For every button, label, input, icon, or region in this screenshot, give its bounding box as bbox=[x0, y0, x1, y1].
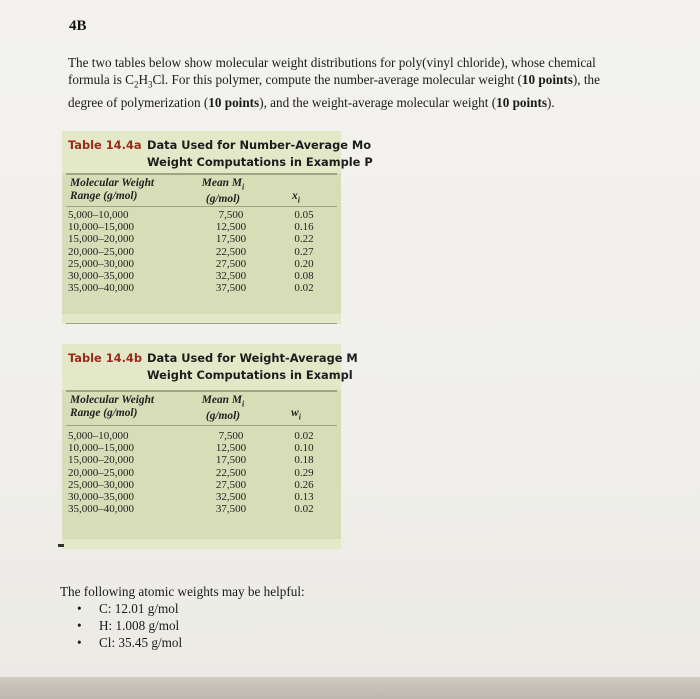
table-title-line: Weight Computations in Exampl bbox=[147, 368, 353, 382]
cell-fraction: 0.10 bbox=[294, 442, 314, 455]
cell-mean: 12,500 bbox=[215, 442, 247, 455]
cell-mean: 37,500 bbox=[215, 503, 247, 516]
cell-mean: 22,500 bbox=[215, 466, 247, 479]
header-rule bbox=[66, 425, 337, 426]
table-row bbox=[62, 430, 341, 442]
table-weight-average bbox=[62, 344, 358, 549]
table-row bbox=[62, 209, 341, 221]
atomic-weight-item bbox=[60, 600, 305, 617]
intro-text: ), the degree of polymerization ( bbox=[68, 72, 600, 110]
table-title-line: Weight Computations in Example P bbox=[147, 155, 373, 169]
header-subscript: i bbox=[241, 182, 245, 192]
header-subscript: i bbox=[298, 412, 301, 422]
points-label: 10 points bbox=[496, 94, 548, 110]
cell-mean: 17,500 bbox=[215, 454, 247, 467]
header-line: Mean M bbox=[201, 394, 242, 406]
atomic-weight-text: Cl: 35.45 g/mol bbox=[99, 635, 183, 650]
cell-range: 15,000–20,000 bbox=[68, 233, 134, 246]
intro-text: Cl. For this polymer, compute the number-average molecular weight ( bbox=[152, 72, 522, 87]
table-bottom-rule bbox=[66, 323, 337, 324]
header-subscript: i bbox=[241, 399, 245, 409]
table-row bbox=[62, 454, 341, 466]
table-rows bbox=[62, 209, 341, 294]
intro-text: ). bbox=[547, 94, 555, 110]
header-line: Mean M bbox=[201, 177, 242, 189]
scan-mark bbox=[58, 544, 64, 547]
column-header-range bbox=[70, 394, 154, 420]
cell-range: 5,000–10,000 bbox=[68, 430, 129, 442]
header-line: Molecular Weight bbox=[70, 177, 155, 189]
header-line: Molecular Weight bbox=[70, 394, 155, 406]
atomic-weights-intro: The following atomic weights may be helpful: bbox=[60, 584, 305, 599]
column-header-mean bbox=[188, 394, 258, 423]
table-row bbox=[62, 467, 341, 479]
header-line: Range (g/mol) bbox=[70, 190, 138, 202]
table-title bbox=[68, 137, 373, 171]
cell-mean: 27,500 bbox=[215, 257, 247, 270]
atomic-weight-item bbox=[60, 617, 305, 634]
table-top-rule bbox=[66, 390, 337, 392]
header-line: Range (g/mol) bbox=[70, 407, 138, 419]
table-rows bbox=[62, 430, 341, 515]
cell-fraction: 0.02 bbox=[294, 430, 314, 442]
bullet-icon: • bbox=[77, 635, 82, 650]
intro-text: The two tables below show molecular weight distributions for poly(vinyl chloride), whose chemical formula is C bbox=[68, 55, 596, 87]
cell-mean: 27,500 bbox=[215, 478, 247, 491]
cell-fraction: 0.16 bbox=[294, 221, 314, 234]
formula-subscript: 2 bbox=[133, 79, 139, 90]
table-row bbox=[62, 503, 341, 515]
column-header-fraction bbox=[276, 394, 316, 423]
table-title-line: Data Used for Number-Average Mo bbox=[147, 138, 372, 152]
column-header-range bbox=[70, 177, 154, 203]
cell-mean: 37,500 bbox=[215, 282, 247, 295]
cell-range: 20,000–25,000 bbox=[68, 466, 134, 479]
column-header-fraction bbox=[276, 177, 316, 206]
cell-mean: 12,500 bbox=[215, 221, 247, 234]
atomic-weights bbox=[60, 583, 305, 651]
problem-statement bbox=[68, 54, 618, 111]
cell-fraction: 0.29 bbox=[294, 466, 314, 479]
cell-range: 10,000–15,000 bbox=[68, 221, 134, 234]
header-line: w bbox=[291, 407, 299, 419]
table-row bbox=[62, 282, 341, 294]
page-edge bbox=[0, 677, 700, 699]
cell-fraction: 0.18 bbox=[294, 454, 314, 467]
points-label: 10 points bbox=[208, 94, 260, 110]
header-subscript: i bbox=[297, 195, 300, 205]
cell-fraction: 0.02 bbox=[294, 282, 314, 295]
cell-fraction: 0.02 bbox=[294, 503, 314, 516]
table-row bbox=[62, 491, 341, 503]
table-body bbox=[62, 390, 341, 539]
cell-range: 15,000–20,000 bbox=[68, 454, 134, 467]
cell-mean: 22,500 bbox=[215, 245, 247, 258]
table-row bbox=[62, 221, 341, 233]
cell-range: 30,000–35,000 bbox=[68, 270, 134, 283]
atomic-weights-list bbox=[60, 600, 305, 651]
table-top-rule bbox=[66, 173, 337, 175]
cell-mean: 17,500 bbox=[215, 233, 247, 246]
cell-fraction: 0.08 bbox=[294, 270, 314, 283]
table-title bbox=[68, 350, 358, 384]
cell-range: 10,000–15,000 bbox=[68, 442, 134, 455]
cell-fraction: 0.20 bbox=[294, 257, 314, 270]
table-row bbox=[62, 246, 341, 258]
bullet-icon: • bbox=[77, 601, 82, 616]
table-body bbox=[62, 173, 341, 314]
cell-mean: 32,500 bbox=[215, 270, 247, 283]
header-rule bbox=[66, 206, 337, 207]
cell-range: 20,000–25,000 bbox=[68, 245, 134, 258]
intro-text: ), and the weight-average molecular weight ( bbox=[259, 94, 497, 110]
table-row bbox=[62, 442, 341, 454]
cell-mean: 32,500 bbox=[215, 491, 247, 504]
intro-text: H bbox=[138, 72, 148, 87]
cell-fraction: 0.13 bbox=[294, 491, 314, 504]
cell-fraction: 0.05 bbox=[294, 209, 314, 221]
cell-range: 35,000–40,000 bbox=[68, 503, 134, 516]
header-line: x bbox=[292, 190, 298, 202]
table-row bbox=[62, 233, 341, 245]
bullet-icon: • bbox=[77, 618, 82, 633]
problem-heading: 4B bbox=[69, 18, 87, 34]
table-number: Table 14.4a bbox=[68, 138, 142, 152]
cell-fraction: 0.22 bbox=[294, 233, 314, 246]
atomic-weight-text: C: 12.01 g/mol bbox=[99, 601, 179, 616]
formula-subscript: 3 bbox=[147, 79, 153, 90]
table-row bbox=[62, 258, 341, 270]
atomic-weight-text: H: 1.008 g/mol bbox=[99, 618, 180, 633]
header-line: (g/mol) bbox=[205, 410, 241, 423]
table-title-line: Data Used for Weight-Average M bbox=[147, 351, 358, 365]
table-number: Table 14.4b bbox=[68, 351, 142, 365]
cell-range: 35,000–40,000 bbox=[68, 282, 134, 295]
atomic-weight-item bbox=[60, 634, 305, 651]
cell-mean: 7,500 bbox=[218, 430, 244, 442]
table-row bbox=[62, 479, 341, 491]
cell-range: 5,000–10,000 bbox=[68, 209, 129, 221]
column-header-mean bbox=[188, 177, 258, 206]
table-number-average bbox=[62, 131, 373, 324]
cell-mean: 7,500 bbox=[218, 209, 244, 221]
cell-range: 25,000–30,000 bbox=[68, 478, 134, 491]
cell-fraction: 0.27 bbox=[294, 245, 314, 258]
points-label: 10 points bbox=[521, 72, 573, 87]
cell-fraction: 0.26 bbox=[294, 478, 314, 491]
header-line: (g/mol) bbox=[205, 193, 241, 206]
cell-range: 25,000–30,000 bbox=[68, 257, 134, 270]
table-row bbox=[62, 270, 341, 282]
cell-range: 30,000–35,000 bbox=[68, 491, 134, 504]
